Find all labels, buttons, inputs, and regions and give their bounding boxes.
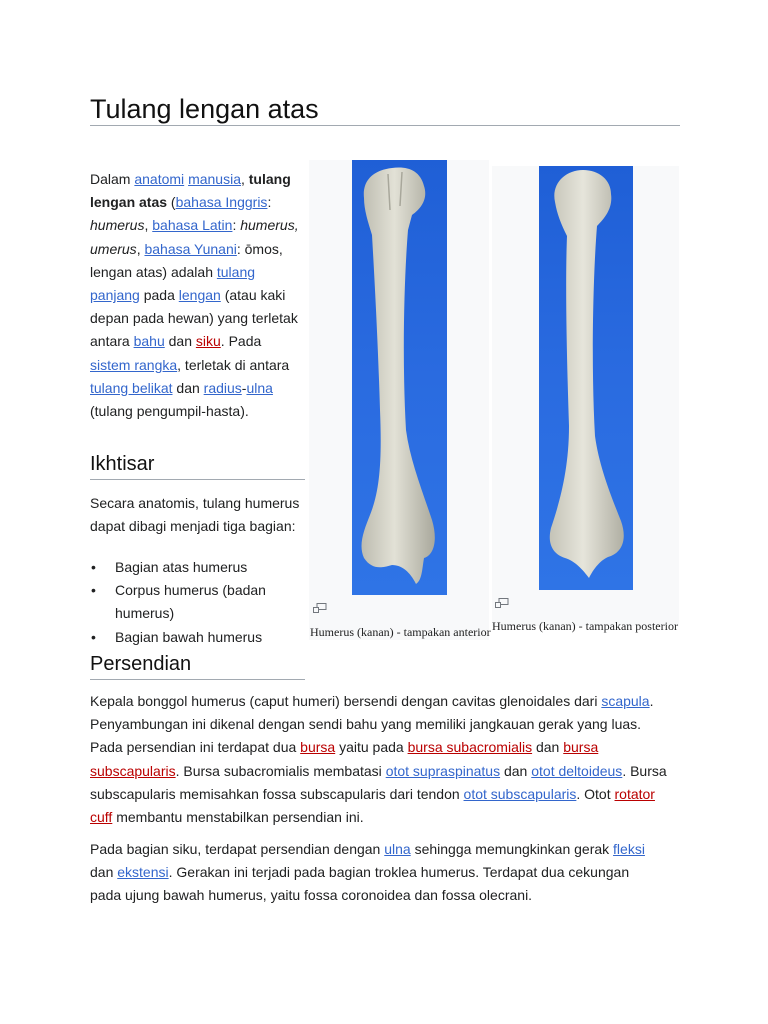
text: dan xyxy=(500,762,532,779)
text: dan xyxy=(172,379,204,396)
link-otot-subscapularis[interactable]: otot subscapularis xyxy=(463,785,577,802)
link-bahasa-inggris[interactable]: bahasa Inggris xyxy=(175,194,268,211)
link-radius[interactable]: radius xyxy=(203,379,242,396)
humerus-posterior-image[interactable] xyxy=(539,166,633,590)
section-divider xyxy=(90,679,305,680)
text: ( xyxy=(167,194,176,211)
humerus-anterior-image[interactable] xyxy=(352,160,447,595)
redlink-siku[interactable]: siku xyxy=(195,333,221,350)
figure-humerus-anterior xyxy=(309,160,489,640)
list-item: • Corpus humerus (badan humerus) xyxy=(90,579,305,625)
link-scapula[interactable]: scapula xyxy=(601,693,650,709)
latin-term: humerus, umerus xyxy=(90,217,299,257)
section-heading-ikhtisar: Ikhtisar xyxy=(90,453,155,475)
text: yaitu pada xyxy=(335,739,408,756)
list-item: • Bagian bawah humerus xyxy=(90,626,305,649)
text: Kepala bonggol humerus (caput humeri) bersendi dengan cavitas glenoidales dari xyxy=(90,693,602,709)
page-title: Tulang lengan atas xyxy=(90,94,319,124)
link-otot-supraspinatus[interactable]: otot supraspinatus xyxy=(385,762,501,779)
text: , xyxy=(144,217,153,234)
text: dan xyxy=(532,739,564,756)
link-tulang-panjang[interactable]: tulang panjang xyxy=(90,263,256,304)
persendian-paragraph-2 xyxy=(90,838,650,908)
text: dan xyxy=(90,864,118,881)
text: : ōmos, lengan atas) adalah xyxy=(90,240,283,280)
parts-list xyxy=(90,556,305,649)
section-divider xyxy=(90,479,305,480)
link-ulna[interactable]: ulna xyxy=(246,379,273,396)
link-tulang-belikat[interactable]: tulang belikat xyxy=(90,379,173,396)
intro-paragraph xyxy=(90,168,305,423)
redlink-rotator-cuff[interactable]: rotator cuff xyxy=(90,785,655,826)
link-ekstensi[interactable]: ekstensi xyxy=(117,864,169,881)
figure-caption: Humerus (kanan) - tampakan anterior xyxy=(310,625,491,639)
text: dan xyxy=(164,333,196,350)
text: : xyxy=(232,217,241,234)
text: . Bursa subscapularis memisahkan fossa subscapularis dari tendon xyxy=(90,762,667,802)
text: : xyxy=(267,194,272,211)
text: Pada bagian siku, terdapat persendian dengan xyxy=(90,841,385,857)
text: - xyxy=(241,379,247,396)
text: , xyxy=(240,171,249,187)
text: (atau kaki depan pada hewan) yang terletak antara xyxy=(90,287,298,350)
text: , terletak di antara xyxy=(177,356,290,373)
text: . Pada xyxy=(220,333,262,350)
text: . Penyambungan ini dikenal dengan sendi bahu yang memiliki jangkauan gerak yang luas. Pada persendian ini terdapat dua xyxy=(90,693,654,756)
ikhtisar-paragraph: Secara anatomis, tulang humerus dapat dibagi menjadi tiga bagian: xyxy=(90,495,300,535)
text: (tulang pengumpil-hasta). xyxy=(90,403,249,420)
link-fleksi[interactable]: fleksi xyxy=(613,841,645,857)
link-anatomi[interactable]: anatomi xyxy=(134,171,185,187)
text: Dalam xyxy=(90,171,135,187)
bone-posterior-illustration xyxy=(539,166,633,590)
text: . Gerakan ini terjadi pada bagian troklea humerus. Terdapat dua cekungan pada ujung bawah humerus, yaitu fossa coronoidea dan fossa olecrani. xyxy=(90,864,630,904)
link-bahasa-yunani[interactable]: bahasa Yunani xyxy=(144,240,237,257)
bone-anterior-illustration xyxy=(352,160,447,595)
bold-title-term: tulang lengan atas xyxy=(90,171,291,211)
text: . Bursa subacromialis membatasi xyxy=(175,762,386,779)
english-term: humerus xyxy=(90,217,145,234)
text: membantu menstabilkan persendian ini. xyxy=(112,809,364,826)
figure-caption: Humerus (kanan) - tampakan posterior xyxy=(492,619,678,633)
enlarge-icon[interactable] xyxy=(313,603,327,613)
list-item: • Bagian atas humerus xyxy=(90,556,305,579)
title-divider xyxy=(90,125,680,126)
redlink-bursa-subacromialis[interactable]: bursa subacromialis xyxy=(407,739,533,756)
link-lengan[interactable]: lengan xyxy=(178,287,221,304)
figure-humerus-posterior xyxy=(492,166,679,633)
redlink-bursa[interactable]: bursa xyxy=(300,739,336,756)
link-sistem-rangka[interactable]: sistem rangka xyxy=(90,356,178,373)
link-ulna[interactable]: ulna xyxy=(384,841,411,857)
link-bahu[interactable]: bahu xyxy=(133,333,165,350)
text: . Otot xyxy=(576,785,615,802)
text: pada xyxy=(139,287,179,304)
persendian-paragraph-1 xyxy=(90,690,670,829)
link-otot-deltoideus[interactable]: otot deltoideus xyxy=(531,762,623,779)
redlink-bursa-subscapularis[interactable]: bursa subscapularis xyxy=(90,739,599,779)
section-heading-persendian: Persendian xyxy=(90,653,192,675)
text: sehingga memungkinkan gerak xyxy=(410,841,614,857)
link-manusia[interactable]: manusia xyxy=(188,171,241,187)
enlarge-icon[interactable] xyxy=(495,598,509,608)
link-bahasa-latin[interactable]: bahasa Latin xyxy=(152,217,233,234)
text: , xyxy=(136,240,145,257)
